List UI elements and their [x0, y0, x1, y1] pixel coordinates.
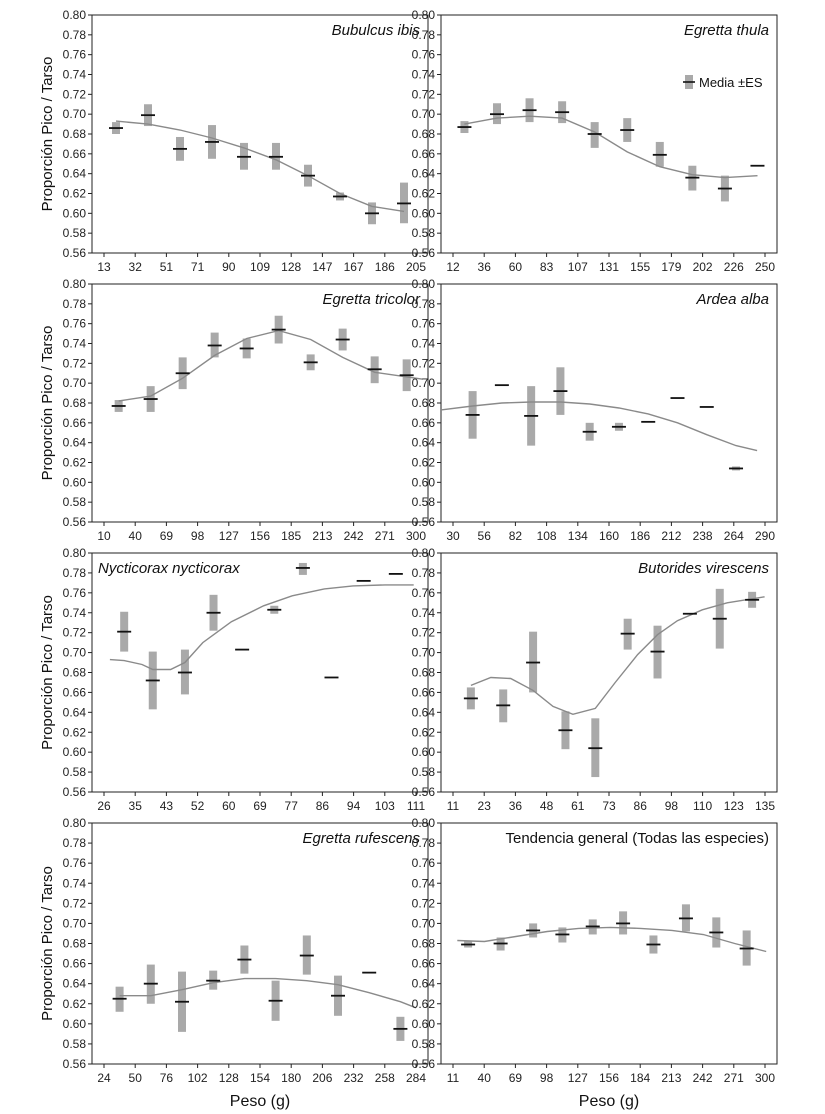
x-tick-label: 26	[97, 799, 111, 813]
x-tick-label: 147	[312, 260, 333, 274]
y-tick-label: 0.68	[62, 127, 86, 141]
x-tick-label: 238	[692, 529, 713, 543]
y-tick-label: 0.60	[411, 1016, 435, 1031]
x-tick-label: 11	[446, 1071, 460, 1085]
y-tick-label: 0.76	[62, 856, 86, 871]
y-tick-label: 0.76	[411, 316, 435, 331]
x-tick-label: 10	[97, 529, 111, 543]
y-axis-label: Proporción Pico / Tarso	[39, 56, 56, 212]
y-tick-label: 0.58	[62, 495, 86, 510]
y-tick-label: 0.80	[62, 546, 86, 560]
y-tick-label: 0.78	[62, 565, 86, 580]
x-tick-label: 11	[446, 799, 460, 813]
y-tick-label: 0.76	[62, 47, 86, 62]
x-tick-label: 43	[159, 799, 174, 813]
y-tick-label: 0.56	[62, 1057, 86, 1071]
x-tick-label: 50	[128, 1071, 142, 1085]
y-tick-label: 0.74	[411, 605, 435, 620]
y-tick-label: 0.78	[62, 296, 86, 311]
y-tick-label: 0.62	[62, 186, 86, 201]
y-tick-label: 0.64	[411, 976, 435, 991]
plot-frame	[441, 553, 777, 792]
x-tick-label: 242	[343, 529, 364, 543]
panel-title: Tendencia general (Todas las especies)	[505, 830, 769, 847]
x-tick-label: 127	[567, 1071, 588, 1085]
y-tick-label: 0.76	[411, 856, 435, 871]
x-tick-label: 184	[630, 1071, 651, 1085]
x-tick-label: 212	[661, 529, 682, 543]
panel-3	[39, 277, 428, 543]
x-tick-label: 23	[477, 799, 491, 813]
x-tick-label: 103	[374, 799, 395, 813]
y-tick-label: 0.68	[411, 396, 435, 410]
x-tick-label: 98	[664, 799, 679, 813]
panel-2	[412, 8, 777, 274]
x-tick-label: 264	[723, 529, 744, 543]
x-tick-label: 24	[97, 1071, 111, 1085]
y-tick-label: 0.72	[62, 87, 86, 102]
trend-line	[116, 121, 404, 211]
x-tick-label: 61	[571, 799, 585, 813]
y-tick-label: 0.78	[411, 27, 435, 42]
x-tick-label: 30	[446, 529, 460, 543]
x-tick-label: 226	[723, 260, 744, 274]
x-tick-label: 232	[343, 1071, 364, 1085]
y-tick-label: 0.60	[411, 745, 435, 760]
y-tick-label: 0.74	[62, 605, 86, 620]
y-tick-label: 0.68	[62, 665, 86, 680]
x-tick-label: 179	[661, 260, 682, 274]
plot-frame	[92, 15, 428, 253]
x-tick-label: 36	[508, 799, 523, 813]
x-tick-label: 156	[598, 1071, 620, 1085]
y-tick-label: 0.56	[411, 785, 435, 799]
x-tick-label: 98	[190, 529, 205, 543]
x-tick-label: 271	[374, 529, 395, 543]
y-tick-label: 0.66	[411, 415, 435, 430]
x-tick-label: 300	[405, 529, 427, 543]
x-tick-label: 40	[128, 529, 142, 543]
y-tick-label: 0.66	[62, 415, 86, 430]
y-tick-label: 0.66	[411, 685, 435, 700]
y-tick-label: 0.58	[411, 226, 435, 241]
x-tick-label: 160	[598, 529, 620, 543]
x-tick-label: 110	[693, 799, 713, 813]
plot-frame	[441, 823, 777, 1064]
y-tick-label: 0.74	[411, 336, 435, 351]
y-tick-label: 0.72	[62, 356, 86, 371]
y-tick-label: 0.66	[62, 146, 86, 161]
panel-title: Butorides virescens	[638, 560, 769, 577]
x-tick-label: 60	[222, 799, 236, 813]
x-tick-label: 127	[218, 529, 239, 543]
y-tick-label: 0.64	[411, 435, 435, 450]
y-tick-label: 0.66	[62, 685, 86, 700]
y-tick-label: 0.64	[62, 166, 86, 181]
y-tick-label: 0.60	[62, 1016, 86, 1031]
y-tick-label: 0.78	[62, 836, 86, 851]
y-tick-label: 0.78	[62, 27, 86, 42]
x-tick-label: 73	[602, 799, 616, 813]
plot-frame	[441, 15, 777, 253]
y-tick-label: 0.70	[411, 645, 435, 660]
y-tick-label: 0.76	[62, 585, 86, 600]
x-tick-label: 123	[723, 799, 744, 813]
y-tick-label: 0.56	[411, 246, 435, 260]
x-tick-label: 77	[284, 799, 298, 813]
y-tick-label: 0.58	[62, 226, 86, 241]
y-tick-label: 0.62	[62, 455, 86, 470]
y-tick-label: 0.72	[411, 625, 435, 640]
se-bar	[299, 563, 307, 575]
x-tick-label: 128	[281, 260, 302, 274]
y-tick-label: 0.70	[411, 107, 435, 122]
panel-7	[39, 816, 428, 1110]
plot-frame	[92, 823, 428, 1064]
x-tick-label: 131	[598, 260, 620, 274]
y-tick-label: 0.56	[62, 246, 86, 260]
x-tick-label: 13	[97, 260, 111, 274]
x-tick-label: 69	[159, 529, 174, 543]
y-tick-label: 0.74	[411, 67, 435, 82]
x-tick-label: 108	[536, 529, 557, 543]
plot-frame	[92, 553, 428, 792]
y-tick-label: 0.76	[411, 47, 435, 62]
legend-label: Media ±ES	[699, 75, 763, 90]
y-tick-label: 0.64	[411, 166, 435, 181]
x-tick-label: 40	[477, 1071, 491, 1085]
y-tick-label: 0.80	[411, 546, 435, 560]
y-tick-label: 0.72	[411, 87, 435, 102]
x-tick-label: 12	[446, 260, 460, 274]
x-tick-label: 213	[312, 529, 333, 543]
x-tick-label: 242	[692, 1071, 713, 1085]
y-tick-label: 0.74	[62, 876, 86, 891]
x-tick-label: 250	[754, 260, 776, 274]
x-tick-label: 284	[405, 1071, 427, 1085]
y-tick-label: 0.62	[62, 996, 86, 1011]
y-tick-label: 0.58	[411, 495, 435, 510]
y-tick-label: 0.60	[411, 475, 435, 490]
y-tick-label: 0.64	[62, 435, 86, 450]
y-tick-label: 0.68	[411, 936, 435, 951]
x-tick-label: 185	[281, 529, 302, 543]
y-tick-label: 0.58	[62, 1036, 86, 1051]
x-tick-label: 83	[539, 260, 554, 274]
x-tick-label: 107	[567, 260, 588, 274]
y-tick-label: 0.68	[62, 936, 86, 951]
x-tick-label: 290	[754, 529, 776, 543]
x-tick-label: 206	[312, 1071, 333, 1085]
x-tick-label: 90	[222, 260, 236, 274]
y-tick-label: 0.68	[411, 665, 435, 680]
y-axis-label: Proporción Pico / Tarso	[39, 866, 56, 1021]
x-tick-label: 32	[128, 260, 142, 274]
panel-6	[412, 546, 777, 813]
x-axis-label: Peso (g)	[578, 1093, 640, 1110]
y-tick-label: 0.64	[62, 705, 86, 720]
x-tick-label: 156	[249, 529, 271, 543]
y-tick-label: 0.56	[62, 785, 86, 799]
y-tick-label: 0.70	[62, 916, 86, 931]
x-tick-label: 76	[159, 1071, 174, 1085]
x-tick-label: 258	[374, 1071, 395, 1085]
x-tick-label: 52	[190, 799, 205, 813]
plot-frame	[441, 284, 777, 522]
x-tick-label: 128	[218, 1071, 239, 1085]
x-tick-label: 71	[190, 260, 205, 274]
y-tick-label: 0.64	[411, 705, 435, 720]
x-tick-label: 56	[477, 529, 491, 543]
x-tick-label: 102	[187, 1071, 208, 1085]
y-tick-label: 0.80	[62, 277, 86, 291]
x-tick-label: 186	[630, 529, 651, 543]
panel-title: Egretta tricolor	[322, 291, 420, 308]
x-tick-label: 205	[405, 260, 427, 274]
y-tick-label: 0.60	[62, 475, 86, 490]
y-tick-label: 0.68	[411, 127, 435, 141]
y-tick-label: 0.66	[62, 956, 86, 971]
x-tick-label: 213	[661, 1071, 682, 1085]
panel-title: Ardea alba	[696, 291, 769, 308]
y-tick-label: 0.80	[411, 277, 435, 291]
y-tick-label: 0.76	[411, 585, 435, 600]
panel-title: Nycticorax nycticorax	[98, 560, 240, 577]
x-tick-label: 69	[508, 1071, 523, 1085]
x-tick-label: 154	[249, 1071, 271, 1085]
x-tick-label: 60	[508, 260, 523, 274]
x-tick-label: 300	[754, 1071, 776, 1085]
x-tick-label: 180	[281, 1071, 302, 1085]
y-tick-label: 0.70	[62, 376, 86, 391]
y-tick-label: 0.62	[62, 725, 86, 740]
x-tick-label: 98	[539, 1071, 554, 1085]
x-tick-label: 36	[477, 260, 491, 274]
x-tick-label: 48	[539, 799, 554, 813]
y-tick-label: 0.56	[411, 1057, 435, 1071]
y-tick-label: 0.80	[411, 816, 435, 830]
y-tick-label: 0.78	[411, 836, 435, 851]
x-tick-label: 202	[692, 260, 713, 274]
y-tick-label: 0.60	[411, 206, 435, 221]
y-tick-label: 0.70	[411, 916, 435, 931]
x-tick-label: 155	[630, 260, 651, 274]
x-tick-label: 69	[253, 799, 267, 813]
y-tick-label: 0.70	[411, 376, 435, 391]
y-tick-label: 0.74	[62, 67, 86, 82]
y-axis-label: Proporción Pico / Tarso	[39, 595, 56, 750]
y-tick-label: 0.62	[411, 455, 435, 470]
y-tick-label: 0.72	[411, 356, 435, 371]
y-tick-label: 0.72	[62, 896, 86, 911]
y-tick-label: 0.58	[411, 1036, 435, 1051]
panel-title: Egretta rufescens	[302, 830, 420, 847]
y-tick-label: 0.58	[411, 765, 435, 780]
y-tick-label: 0.60	[62, 745, 86, 760]
y-tick-label: 0.56	[62, 515, 86, 529]
y-tick-label: 0.68	[62, 396, 86, 410]
trend-line	[464, 116, 757, 177]
x-tick-label: 82	[508, 529, 523, 543]
panel-1	[39, 8, 428, 274]
y-tick-label: 0.72	[411, 896, 435, 911]
x-axis-label: Peso (g)	[229, 1093, 291, 1110]
x-tick-label: 167	[343, 260, 364, 274]
x-tick-label: 109	[249, 260, 271, 274]
y-tick-label: 0.74	[411, 876, 435, 891]
y-tick-label: 0.78	[411, 565, 435, 580]
y-tick-label: 0.62	[411, 186, 435, 201]
y-tick-label: 0.76	[62, 316, 86, 331]
y-axis-label: Proporción Pico / Tarso	[39, 325, 56, 481]
y-tick-label: 0.58	[62, 765, 86, 780]
plot-frame	[92, 284, 428, 522]
y-tick-label: 0.64	[62, 976, 86, 991]
panel-title: Bubulcus ibis	[331, 22, 420, 39]
y-tick-label: 0.62	[411, 996, 435, 1011]
y-tick-label: 0.74	[62, 336, 86, 351]
x-tick-label: 94	[346, 799, 361, 813]
x-tick-label: 134	[567, 529, 588, 543]
y-tick-label: 0.70	[62, 107, 86, 122]
x-tick-label: 86	[315, 799, 330, 813]
y-tick-label: 0.62	[411, 725, 435, 740]
y-tick-label: 0.66	[411, 956, 435, 971]
y-tick-label: 0.80	[62, 816, 86, 830]
panel-8	[412, 816, 777, 1110]
x-tick-label: 135	[754, 799, 776, 813]
panel-4	[412, 277, 777, 543]
trend-line	[441, 402, 757, 451]
x-tick-label: 186	[374, 260, 395, 274]
y-tick-label: 0.72	[62, 625, 86, 640]
trend-line	[120, 979, 416, 1008]
y-tick-label: 0.80	[62, 8, 86, 22]
panel-title: Egretta thula	[683, 22, 769, 39]
y-tick-label: 0.78	[411, 296, 435, 311]
panel-5	[39, 546, 428, 813]
y-tick-label: 0.60	[62, 206, 86, 221]
y-tick-label: 0.70	[62, 645, 86, 660]
x-tick-label: 51	[159, 260, 174, 274]
y-tick-label: 0.66	[411, 146, 435, 161]
x-tick-label: 111	[406, 799, 426, 813]
y-tick-label: 0.56	[411, 515, 435, 529]
x-tick-label: 271	[723, 1071, 744, 1085]
x-tick-label: 86	[633, 799, 647, 813]
y-tick-label: 0.80	[411, 8, 435, 22]
se-bar	[591, 122, 599, 148]
x-tick-label: 35	[128, 799, 142, 813]
